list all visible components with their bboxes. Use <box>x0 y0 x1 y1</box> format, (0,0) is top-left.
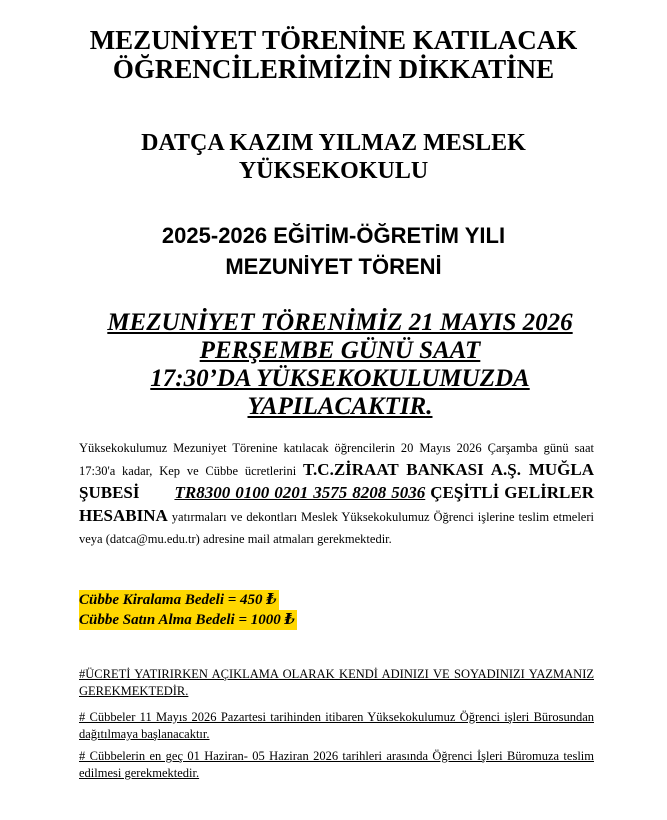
ceremony-line-2: MEZUNİYET TÖRENİ <box>225 254 442 279</box>
ceremony-announcement <box>60 309 620 421</box>
instructions-text-2: yatırmaları ve dekontları Meslek Yüksekokulumuz Öğrenci işlerine teslim etmeleri veya (datca@mu.edu.tr) adresine mail atmaları gerekmektedir. <box>79 510 594 546</box>
announcement-line-4: YAPILACAKTIR. <box>247 393 433 420</box>
note-payment-description: #ÜCRETİ YATIRIRKEN AÇIKLAMA OLARAK KENDİ ADINIZI VE SOYADINIZI YAZMANIZ GEREKMEKTEDİR. <box>79 667 594 698</box>
note-gown-return: # Cübbelerin en geç 01 Haziran- 05 Haziran 2026 tarihleri arasında Öğrenci İşleri Büromuza teslim edilmesi gerekmektedir. <box>79 749 594 780</box>
fee-purchase: Cübbe Satın Alma Bedeli = 1000 ₺ <box>79 612 295 628</box>
fee-rental: Cübbe Kiralama Bedeli = 450 ₺ <box>79 592 277 608</box>
instructions-text-1: Yüksekokulumuz Mezuniyet Törenine katılacak öğrencilerin 20 Mayıs 2026 Çarşamba günü saat 17:30'a kadar, Kep ve Cübbe ücretlerini <box>79 441 594 478</box>
payment-instructions <box>79 437 594 550</box>
note-gown-distribution: # Cübbeler 11 Mayıs 2026 Pazartesi tarihinden itibaren Yüksekokulumuz Öğrenci işleri Bürosundan dağıtılmaya başlanacaktır. <box>79 710 594 741</box>
school-line-1: DATÇA KAZIM YILMAZ MESLEK <box>141 130 526 156</box>
ceremony-heading <box>0 220 667 282</box>
bank-name: T.C.ZİRAAT BANKASI A.Ş. MUĞLA ŞUBESİ <box>79 460 595 502</box>
announcement-line-3: 17:30’DA YÜKSEKOKULUMUZDA <box>150 365 530 392</box>
fee-list <box>79 590 297 630</box>
school-line-2: YÜKSEKOKULU <box>238 158 429 184</box>
iban-number: TR8300 0100 0201 3575 8208 5036 <box>174 483 426 502</box>
title-line-2: ÖĞRENCİLERİMİZİN DİKKATİNE <box>112 54 555 84</box>
announcement-line-2: PERŞEMBE GÜNÜ SAAT <box>199 337 481 364</box>
page-title <box>0 26 667 84</box>
ceremony-line-1: 2025-2026 EĞİTİM-ÖĞRETİM YILI <box>161 223 506 248</box>
announcement-line-1: MEZUNİYET TÖRENİMİZ 21 MAYIS 2026 <box>107 309 573 336</box>
school-name <box>0 129 667 185</box>
title-line-1: MEZUNİYET TÖRENİNE KATILACAK <box>89 25 578 55</box>
account-name: ÇEŞİTLİ GELİRLER HESABINA <box>79 483 594 525</box>
